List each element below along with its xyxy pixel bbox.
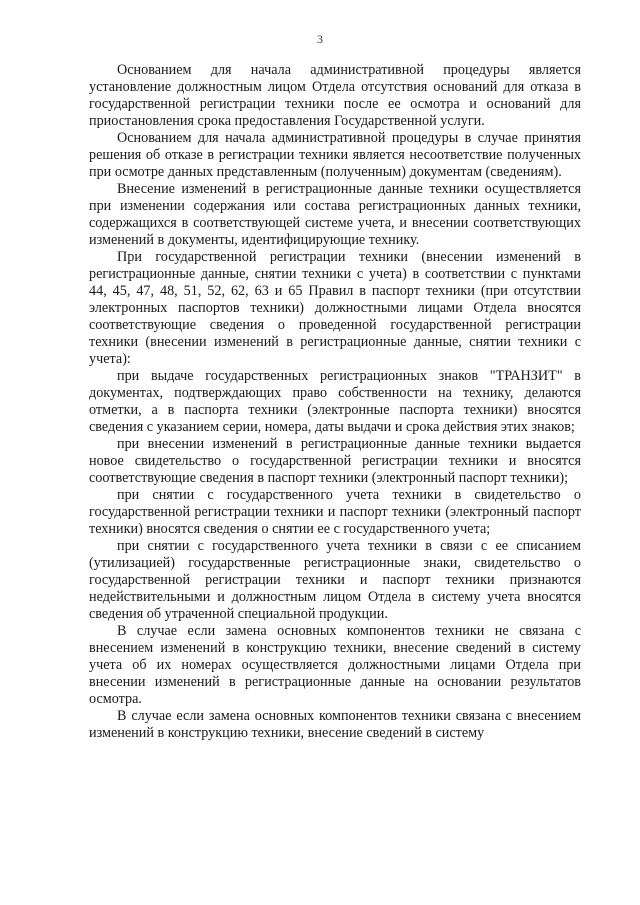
paragraph-components-no-design-change: В случае если замена основных компонентов техники не связана с внесением изменений в конструкцию техники, внесение сведений в систему учета об их номерах осуществляется должностными лицами Отдела при внесении изменений в регистрационные данные на основании результатов осмотра. — [89, 623, 581, 707]
paragraph-refusal-basis: Основанием для начала административной процедуры в случае принятия решения об отказе в регистрации техники является несоответствие полученных при осмотре данных представленным (полученным) документам (сведениям). — [89, 130, 581, 180]
paragraph-procedure-basis: Основанием для начала административной процедуры является установление должностным лицом Отдела отсутствия оснований для отказа в государственной регистрации техники после ее осмотра и оснований для приостановления срока предоставления Государственной услуги. — [89, 62, 581, 129]
paragraph-registration-entries: При государственной регистрации техники (внесении изменений в регистрационные данные, снятии техники с учета) в соответствии с пунктами 44, 45, 47, 48, 51, 52, 62, 63 и 65 Правил в паспорт техники (при отсутствии электронных паспортов техники) должностными лицами Отдела вносятся соответствующие сведения о проведенной государственной регистрации техники (внесении изменений в регистрационные данные, снятии техники с учета): — [89, 249, 581, 367]
document-body — [89, 62, 581, 742]
paragraph-disposal: при снятии с государственного учета техники в связи с ее списанием (утилизацией) государственные регистрационные знаки, свидетельство о государственной регистрации техники и паспорт техники признаются недействительными и должностным лицом Отдела в систему учета вносятся сведения об утраченной специальной продукции. — [89, 538, 581, 622]
paragraph-transit-plates: при выдаче государственных регистрационных знаков "ТРАНЗИТ" в документах, подтверждающих право собственности на технику, делаются отметки, а в паспорта техники (электронные паспорта техники) вносятся сведения с указанием серии, номера, даты выдачи и срока действия этих знаков; — [89, 368, 581, 435]
page-number: 3 — [317, 32, 323, 46]
paragraph-new-certificate: при внесении изменений в регистрационные данные техники выдается новое свидетельство о государственной регистрации техники и вносятся соответствующие сведения в паспорт техники (электронный паспорт техники); — [89, 436, 581, 486]
paragraph-components-design-change: В случае если замена основных компонентов техники связана с внесением изменений в конструкцию техники, внесение сведений в систему — [89, 708, 581, 741]
paragraph-deregistration: при снятии с государственного учета техники в свидетельство о государственной регистрации техники и паспорт техники (электронный паспорт техники) вносятся сведения о снятии ее с государственного учета; — [89, 487, 581, 537]
paragraph-changes-definition: Внесение изменений в регистрационные данные техники осуществляется при изменении содержания или состава регистрационных данных техники, содержащихся в соответствующей системе учета, и внесении соответствующих изменений в документы, идентифицирующие технику. — [89, 181, 581, 248]
